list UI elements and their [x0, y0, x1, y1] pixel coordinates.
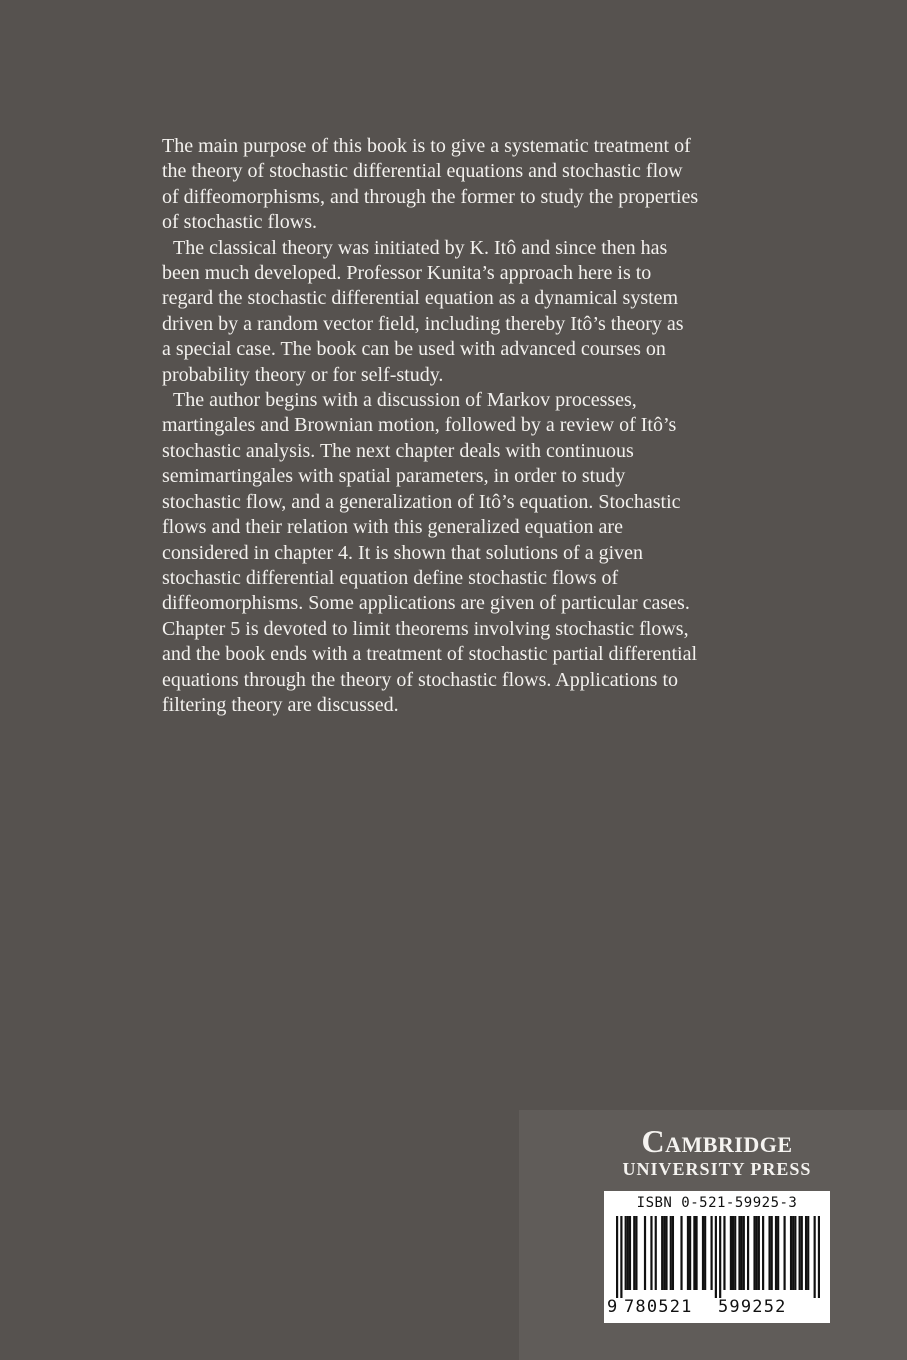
barcode-bar: [741, 1216, 743, 1290]
publisher-subtitle: UNIVERSITY PRESS: [622, 1159, 812, 1179]
ean-left-group: 780521: [624, 1297, 693, 1317]
ean-right-group: 599252: [718, 1297, 787, 1317]
blurb-line: probability theory or for self-study.: [162, 363, 444, 386]
barcode-bar: [790, 1216, 792, 1290]
barcode-bar: [801, 1216, 803, 1290]
barcode-bar: [794, 1216, 796, 1290]
back-cover-blurb: [162, 134, 762, 718]
ean-first-digit: 9: [607, 1297, 618, 1317]
blurb-line: stochastic analysis. The next chapter deals with continuous: [162, 439, 634, 462]
barcode-bar: [807, 1216, 809, 1290]
ean-digits: [604, 1297, 830, 1321]
blurb-line: been much developed. Professor Kunita’s approach here is to: [162, 262, 652, 285]
blurb-line: of diffeomorphisms, and through the former to study the properties: [162, 185, 699, 208]
blurb-line: flows and their relation with this generalized equation are: [162, 516, 623, 539]
blurb-line: stochastic flow, and a generalization of Itô’s equation. Stochastic: [162, 490, 681, 513]
barcode-bar: [702, 1216, 704, 1290]
blurb-line: considered in chapter 4. It is shown that solutions of a given: [162, 541, 644, 564]
barcode-box: [604, 1191, 830, 1323]
blurb-line: martingales and Brownian motion, followed by a review of Itô’s: [162, 414, 677, 437]
barcode-bar: [687, 1216, 689, 1290]
barcode-bar: [799, 1216, 801, 1290]
barcode-bar: [747, 1216, 749, 1290]
barcode-bar: [670, 1216, 672, 1290]
publisher-name: Cambridge: [641, 1123, 793, 1159]
barcode-bar: [805, 1216, 807, 1290]
barcode-bar: [715, 1216, 717, 1298]
barcode-bar: [629, 1216, 631, 1290]
barcode-bar: [710, 1216, 712, 1290]
blurb-line: Chapter 5 is devoted to limit theorems involving stochastic flows,: [162, 617, 689, 640]
barcode-bar: [818, 1216, 820, 1298]
blurb-line: a special case. The book can be used with advanced courses on: [162, 338, 666, 361]
barcode-bar: [777, 1216, 779, 1290]
blurb-line: diffeomorphisms. Some applications are given of particular cases.: [162, 592, 690, 615]
isbn-label: ISBN 0-521-59925-3: [636, 1195, 798, 1211]
blurb-line: driven by a random vector field, including thereby Itô’s theory as: [162, 312, 684, 335]
barcode-bar: [753, 1216, 755, 1290]
barcode-bar: [663, 1216, 665, 1290]
blurb-line: and the book ends with a treatment of stochastic partial differential: [162, 643, 698, 666]
barcode-bar: [704, 1216, 706, 1290]
blurb-line: The classical theory was initiated by K. Itô and since then has: [173, 236, 668, 259]
barcode-bar: [762, 1216, 764, 1290]
barcode-bar: [650, 1216, 652, 1290]
barcode-bar: [625, 1216, 627, 1290]
blurb-line: regard the stochastic differential equation as a dynamical system: [162, 287, 679, 310]
barcode-bar: [695, 1216, 697, 1290]
blurb-line: filtering theory are discussed.: [162, 693, 399, 716]
barcode-bar: [723, 1216, 725, 1290]
blurb-line: The main purpose of this book is to give a systematic treatment of: [162, 135, 691, 157]
barcode-bar: [655, 1216, 657, 1290]
barcode-bar: [734, 1216, 736, 1290]
barcode-bar: [814, 1216, 816, 1298]
blurb-line: of stochastic flows.: [162, 211, 317, 234]
barcode-bar: [627, 1216, 629, 1290]
blurb-line: the theory of stochastic differential equations and stochastic flow: [162, 160, 683, 183]
blurb-line: semimartingales with spatial parameters, in order to study: [162, 465, 626, 488]
blurb-line: equations through the theory of stochastic flows. Applications to: [162, 668, 679, 691]
barcode-bar: [756, 1216, 758, 1290]
barcode-bar: [661, 1216, 663, 1290]
barcode-bar: [768, 1216, 770, 1290]
barcode-bar: [771, 1216, 773, 1290]
barcode-bar: [620, 1216, 622, 1298]
barcode-bar: [792, 1216, 794, 1290]
barcode-bar: [743, 1216, 745, 1290]
barcode-bar: [758, 1216, 760, 1290]
barcode-bars: [616, 1216, 820, 1298]
barcode-bar: [635, 1216, 637, 1290]
barcode-bar: [616, 1216, 618, 1298]
barcode-bar: [680, 1216, 682, 1290]
barcode-bar: [665, 1216, 667, 1290]
blurb-line: The author begins with a discussion of Markov processes,: [173, 389, 637, 412]
barcode-bar: [783, 1216, 785, 1290]
barcode-bar: [730, 1216, 732, 1290]
barcode-bar: [689, 1216, 691, 1290]
barcode-bar: [633, 1216, 635, 1290]
barcode-bar: [775, 1216, 777, 1290]
barcode-bar: [732, 1216, 734, 1290]
blurb-line: stochastic differential equation define stochastic flows of: [162, 566, 619, 589]
barcode-bar: [738, 1216, 740, 1290]
barcode-bar: [672, 1216, 674, 1290]
barcode-bar: [719, 1216, 721, 1298]
barcode-bar: [693, 1216, 695, 1290]
barcode-bar: [644, 1216, 646, 1290]
